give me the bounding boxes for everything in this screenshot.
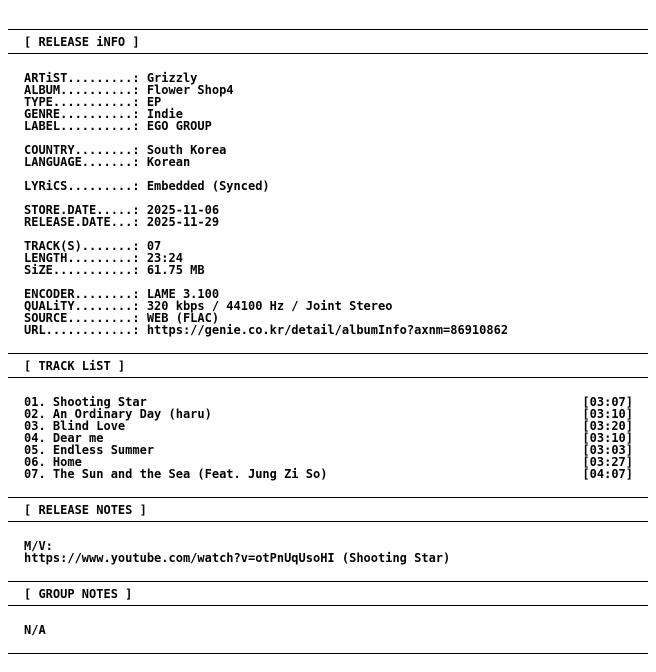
info-genre: GENRE..........: Indie (24, 107, 183, 121)
mv-link[interactable]: https://www.youtube.com/watch?v=otPnUqUsoHI (Shooting Star) (24, 551, 451, 565)
info-quality: QUALiTY........: 320 kbps / 44100 Hz / Joint Stereo (24, 299, 393, 313)
track-title: 06. Home (24, 455, 82, 469)
divider (8, 353, 648, 354)
divider (8, 605, 648, 606)
track-duration: [03:27] (582, 455, 633, 469)
info-album: ALBUM..........: Flower Shop4 (24, 83, 234, 97)
info-url: URL............: https://genie.co.kr/detail/albumInfo?axnm=86910862 (24, 323, 509, 337)
info-tracks: TRACK(S).......: 07 (24, 239, 162, 253)
track-duration: [03:20] (582, 419, 633, 433)
divider (8, 53, 648, 54)
track-duration: [03:03] (582, 443, 633, 457)
info-type: TYPE...........: EP (24, 95, 162, 109)
divider (8, 497, 648, 498)
info-language: LANGUAGE.......: Korean (24, 155, 191, 169)
track-title: 03. Blind Love (24, 419, 126, 433)
mv-label: M/V: (24, 539, 53, 553)
track-title: 07. The Sun and the Sea (Feat. Jung Zi So) (24, 467, 328, 481)
track-title: 01. Shooting Star (24, 395, 147, 409)
divider (8, 581, 648, 582)
divider (8, 521, 648, 522)
info-length: LENGTH.........: 23:24 (24, 251, 183, 265)
track-duration: [03:10] (582, 431, 633, 445)
info-size: SiZE...........: 61.75 MB (24, 263, 205, 277)
info-source: SOURCE.........: WEB (FLAC) (24, 311, 220, 325)
track-title: 05. Endless Summer (24, 443, 155, 457)
group-notes-text: N/A (24, 623, 46, 637)
info-release-date: RELEASE.DATE...: 2025-11-29 (24, 215, 220, 229)
divider (8, 29, 648, 30)
info-encoder: ENCODER........: LAME 3.100 (24, 287, 220, 301)
section-header-group-notes: [ GROUP NOTES ] (24, 587, 133, 601)
track-duration: [03:07] (582, 395, 633, 409)
info-lyrics: LYRiCS.........: Embedded (Synced) (24, 179, 270, 193)
info-artist: ARTiST.........: Grizzly (24, 71, 198, 85)
info-label: LABEL..........: EGO GROUP (24, 119, 212, 133)
track-title: 02. An Ordinary Day (haru) (24, 407, 212, 421)
section-header-release-info: [ RELEASE iNFO ] (24, 35, 140, 49)
track-title: 04. Dear me (24, 431, 104, 445)
info-country: COUNTRY........: South Korea (24, 143, 227, 157)
track-duration: [03:10] (582, 407, 633, 421)
track-duration: [04:07] (582, 467, 633, 481)
section-header-release-notes: [ RELEASE NOTES ] (24, 503, 147, 517)
info-store-date: STORE.DATE.....: 2025-11-06 (24, 203, 220, 217)
divider (8, 377, 648, 378)
divider (8, 653, 648, 654)
section-header-track-list: [ TRACK LiST ] (24, 359, 126, 373)
